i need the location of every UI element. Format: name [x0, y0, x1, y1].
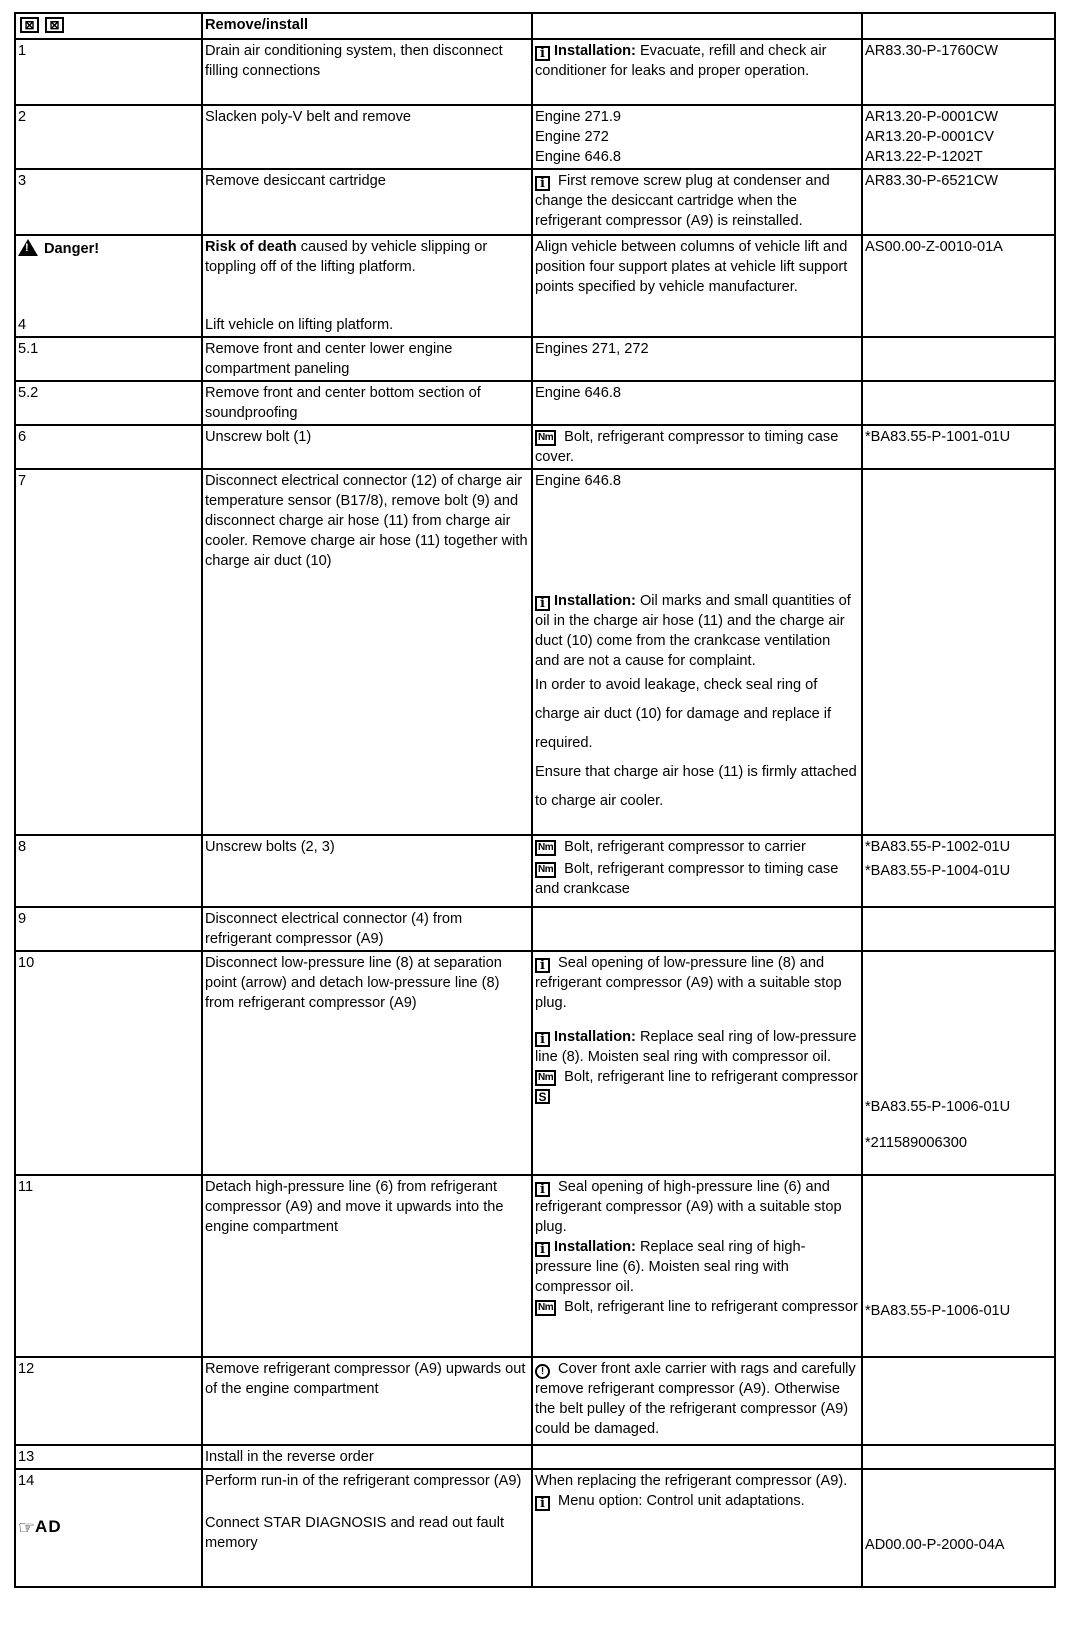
step-number: !Danger! 4	[15, 235, 202, 337]
table-row	[15, 1445, 1055, 1469]
reference-link[interactable]: AD00.00-P-2000-04A	[865, 1537, 1005, 1553]
step-number: 9	[15, 907, 202, 951]
torque-icon: Nm	[535, 1300, 556, 1316]
step-action: Slacken poly-V belt and remove	[202, 105, 532, 169]
table-row	[15, 951, 1055, 1175]
step-note: Engine 646.8	[532, 381, 862, 425]
step-action: Remove front and center lower engine compartment paneling	[202, 337, 532, 381]
info-icon: i	[535, 176, 550, 191]
torque-icon: Nm	[535, 1070, 556, 1086]
step-action: Drain air conditioning system, then disconnect filling connections	[202, 39, 532, 105]
reference-link[interactable]: *BA83.55-P-1006-01U	[865, 1303, 1011, 1319]
step-note: When replacing the refrigerant compressor (A9). i Menu option: Control unit adaptations.	[532, 1469, 862, 1587]
table-row	[15, 105, 1055, 169]
special-tool-icon: S	[535, 1089, 550, 1104]
step-reference[interactable]: AR83.30-P-1760CW	[862, 39, 1055, 105]
table-row	[15, 1469, 1055, 1587]
step-action: Disconnect electrical connector (4) from refrigerant compressor (A9)	[202, 907, 532, 951]
step-reference[interactable]: AR83.30-P-6521CW	[862, 169, 1055, 235]
step-action: Risk of death caused by vehicle slipping or toppling off of the lifting platform. Lift vehicle on lifting platform.	[202, 235, 532, 337]
reference-link[interactable]: AR13.20-P-0001CW	[865, 109, 999, 125]
info-icon: i	[535, 1032, 550, 1047]
pointing-hand-icon: ☞	[18, 1518, 36, 1539]
table-row	[15, 1175, 1055, 1357]
reference-link[interactable]: *BA83.55-P-1002-01U	[865, 839, 1011, 855]
step-number: 6	[15, 425, 202, 469]
step-number: 10	[15, 951, 202, 1175]
step-action: Unscrew bolt (1)	[202, 425, 532, 469]
reference-link[interactable]: *BA83.55-P-1004-01U	[865, 863, 1011, 879]
step-note: i Installation: Evacuate, refill and check air conditioner for leaks and proper operation.	[532, 39, 862, 105]
step-action: Disconnect electrical connector (12) of charge air temperature sensor (B17/8), remove bolt (9) and disconnect charge air hose (11) from charge air cooler. Remove charge air hose (11) together with charge air duct (10)	[202, 469, 532, 835]
header-title: Remove/install	[202, 13, 532, 39]
torque-icon: Nm	[535, 430, 556, 446]
table-row	[15, 169, 1055, 235]
step-number: 2	[15, 105, 202, 169]
table-row	[15, 39, 1055, 105]
reference-link[interactable]: *211589006300	[865, 1135, 967, 1151]
step-note: Nm Bolt, refrigerant compressor to carrier Nm Bolt, refrigerant compressor to timing case and crankcase	[532, 835, 862, 907]
step-number: 5.1	[15, 337, 202, 381]
step-action: Install in the reverse order	[202, 1445, 532, 1469]
expand-icon[interactable]: ⊠	[45, 17, 64, 33]
step-action: Disconnect low-pressure line (8) at separation point (arrow) and detach low-pressure line (8) from refrigerant compressor (A9)	[202, 951, 532, 1175]
step-number: 1	[15, 39, 202, 105]
info-icon: i	[535, 1242, 550, 1257]
table-row	[15, 907, 1055, 951]
procedure-table	[14, 12, 1056, 1588]
info-icon: i	[535, 596, 550, 611]
caution-icon: !	[535, 1364, 550, 1379]
table-row	[15, 469, 1055, 835]
step-note: Align vehicle between columns of vehicle lift and position four support plates at vehicle lift support points specified by vehicle manufacturer.	[532, 235, 862, 337]
step-note: i Seal opening of high-pressure line (6) and refrigerant compressor (A9) with a suitable stop plug. i Installation: Replace seal ring of high-pressure line (6). Moisten seal ring with compressor oil. Nm Bolt, refrigerant line to refrigerant compressor	[532, 1175, 862, 1357]
step-number: 5.2	[15, 381, 202, 425]
step-note: i Seal opening of low-pressure line (8) and refrigerant compressor (A9) with a suitable stop plug. i Installation: Replace seal ring of low-pressure line (8). Moisten seal ring with compressor oil. Nm Bolt, refrigerant line to refrigerant compressor S	[532, 951, 862, 1175]
reference-link[interactable]: *BA83.55-P-1006-01U	[865, 1099, 1011, 1115]
step-note: i First remove screw plug at condenser and change the desiccant cartridge when the refrigerant compressor (A9) is reinstalled.	[532, 169, 862, 235]
step-action: Perform run-in of the refrigerant compressor (A9) Connect STAR DIAGNOSIS and read out fault memory	[202, 1469, 532, 1587]
step-note: ! Cover front axle carrier with rags and carefully remove refrigerant compressor (A9). Otherwise the belt pulley of the refrigerant compressor (A9) could be damaged.	[532, 1357, 862, 1445]
info-icon: i	[535, 1182, 550, 1197]
step-reference	[862, 105, 1055, 169]
step-number: 12	[15, 1357, 202, 1445]
table-row	[15, 1357, 1055, 1445]
table-row	[15, 337, 1055, 381]
step-action: Remove desiccant cartridge	[202, 169, 532, 235]
step-reference	[862, 835, 1055, 907]
step-reference	[862, 1469, 1055, 1587]
header-row	[15, 13, 1055, 39]
info-icon: i	[535, 958, 550, 973]
step-number: 8	[15, 835, 202, 907]
step-note: Engine 646.8 i Installation: Oil marks and small quantities of oil in the charge air hose (11) and the charge air duct (10) come from the crankcase ventilation and are not a cause for complaint. In order to avoid leakage, check seal ring of charge air duct (10) for damage and replace if required. Ensure that charge air hose (11) is firmly attached to charge air cooler.	[532, 469, 862, 835]
warning-icon	[18, 239, 38, 256]
step-action: Detach high-pressure line (6) from refrigerant compressor (A9) and move it upwards into the engine compartment	[202, 1175, 532, 1357]
step-note: Engine 271.9 Engine 272 Engine 646.8	[532, 105, 862, 169]
header-icons	[15, 13, 202, 39]
info-icon: i	[535, 1496, 550, 1511]
reference-link[interactable]: AR13.20-P-0001CV	[865, 129, 994, 145]
collapse-icon[interactable]: ⊠	[20, 17, 39, 33]
table-row	[15, 381, 1055, 425]
step-number: 11	[15, 1175, 202, 1357]
step-reference[interactable]: AS00.00-Z-0010-01A	[862, 235, 1055, 337]
step-number: 3	[15, 169, 202, 235]
table-row	[15, 835, 1055, 907]
step-note: Nm Bolt, refrigerant compressor to timing case cover.	[532, 425, 862, 469]
step-number: 7	[15, 469, 202, 835]
step-reference	[862, 951, 1055, 1175]
diagnosis-badge: AD	[35, 1517, 62, 1536]
step-note: Engines 271, 272	[532, 337, 862, 381]
torque-icon: Nm	[535, 840, 556, 856]
reference-link[interactable]: AR13.22-P-1202T	[865, 149, 983, 165]
info-icon: i	[535, 46, 550, 61]
step-number: 14 ☞AD	[15, 1469, 202, 1587]
step-action: Remove front and center bottom section of soundproofing	[202, 381, 532, 425]
step-reference	[862, 1175, 1055, 1357]
table-row	[15, 425, 1055, 469]
step-action: Unscrew bolts (2, 3)	[202, 835, 532, 907]
torque-icon: Nm	[535, 862, 556, 878]
table-row	[15, 235, 1055, 337]
step-number: 13	[15, 1445, 202, 1469]
step-reference[interactable]: *BA83.55-P-1001-01U	[862, 425, 1055, 469]
step-action: Remove refrigerant compressor (A9) upwards out of the engine compartment	[202, 1357, 532, 1445]
